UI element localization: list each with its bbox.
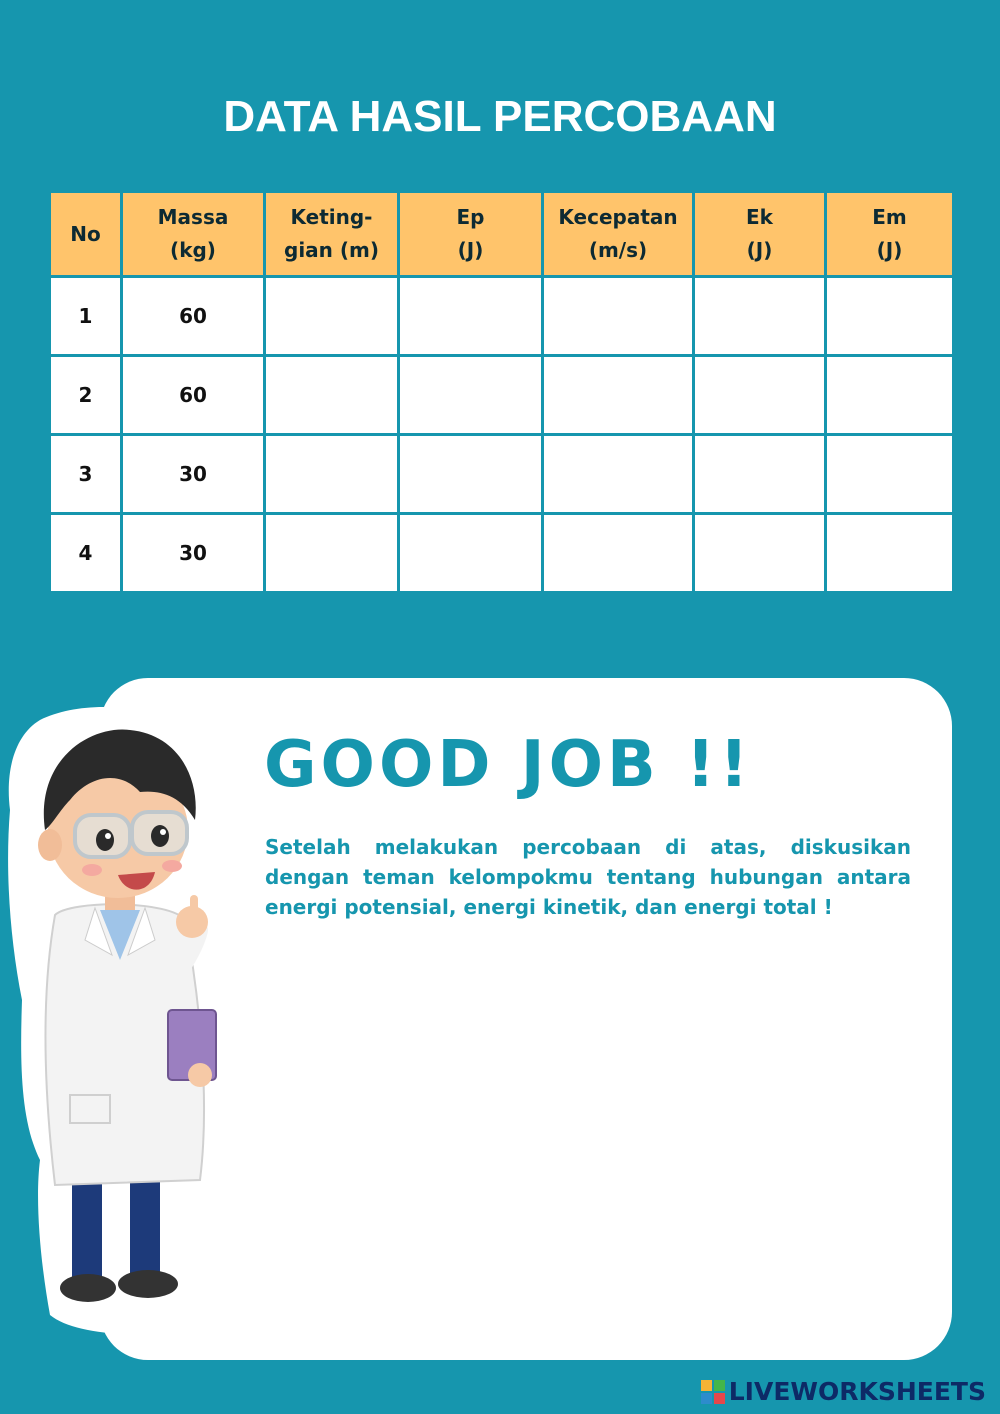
header-ep [399, 192, 543, 277]
good-job-heading: GOOD JOB !! [264, 728, 753, 802]
brand-watermark [701, 1377, 986, 1406]
table-row [50, 435, 954, 514]
cell-ek-input[interactable] [694, 277, 826, 356]
cell-massa: 30 [122, 514, 265, 593]
cell-em-input[interactable] [826, 514, 954, 593]
header-unit: (J) [746, 238, 773, 262]
header-massa [122, 192, 265, 277]
header-label: Ek [746, 205, 773, 229]
cell-kecepatan-input[interactable] [543, 277, 694, 356]
header-label: Kecepatan [558, 205, 678, 229]
header-em [826, 192, 954, 277]
cell-ep-input[interactable] [399, 277, 543, 356]
cell-ketinggian-input[interactable] [265, 514, 399, 593]
brand-text: LIVEWORKSHEETS [728, 1377, 986, 1406]
header-label: Keting- [290, 205, 373, 229]
cell-ketinggian-input[interactable] [265, 356, 399, 435]
scientist-illustration [0, 700, 260, 1340]
cell-no: 1 [50, 277, 122, 356]
cell-no: 3 [50, 435, 122, 514]
liveworksheets-logo-icon [701, 1380, 725, 1404]
page-title: DATA HASIL PERCOBAAN [223, 92, 777, 141]
cell-ep-input[interactable] [399, 356, 543, 435]
header-ek [694, 192, 826, 277]
cell-kecepatan-input[interactable] [543, 435, 694, 514]
table-header-row [50, 192, 954, 277]
header-label: No [70, 221, 101, 246]
cell-kecepatan-input[interactable] [543, 356, 694, 435]
header-label: Em [872, 205, 907, 229]
cell-ketinggian-input[interactable] [265, 277, 399, 356]
data-table [48, 190, 955, 594]
discussion-instructions: Setelah melakukan percobaan di atas, diskusikan dengan teman kelompokmu tentang hubungan antara energi potensial, energi kinetik, dan energi total ! [265, 835, 911, 919]
header-label: Ep [456, 205, 485, 229]
cell-ek-input[interactable] [694, 356, 826, 435]
table-row [50, 356, 954, 435]
cell-em-input[interactable] [826, 435, 954, 514]
cell-em-input[interactable] [826, 356, 954, 435]
cell-ek-input[interactable] [694, 514, 826, 593]
cell-massa: 60 [122, 277, 265, 356]
header-kecepatan [543, 192, 694, 277]
cell-ep-input[interactable] [399, 514, 543, 593]
table-row [50, 514, 954, 593]
cell-kecepatan-input[interactable] [543, 514, 694, 593]
cell-no: 4 [50, 514, 122, 593]
header-ketinggian [265, 192, 399, 277]
cell-massa: 30 [122, 435, 265, 514]
header-unit: (J) [457, 238, 484, 262]
header-no [50, 192, 122, 277]
cell-em-input[interactable] [826, 277, 954, 356]
header-unit: (J) [876, 238, 903, 262]
header-unit: (m/s) [588, 238, 648, 262]
cell-massa: 60 [122, 356, 265, 435]
cell-no: 2 [50, 356, 122, 435]
header-unit: (kg) [170, 238, 216, 262]
header-unit: gian (m) [284, 238, 379, 262]
cell-ek-input[interactable] [694, 435, 826, 514]
cell-ketinggian-input[interactable] [265, 435, 399, 514]
header-label: Massa [157, 205, 229, 229]
cell-ep-input[interactable] [399, 435, 543, 514]
table-row [50, 277, 954, 356]
